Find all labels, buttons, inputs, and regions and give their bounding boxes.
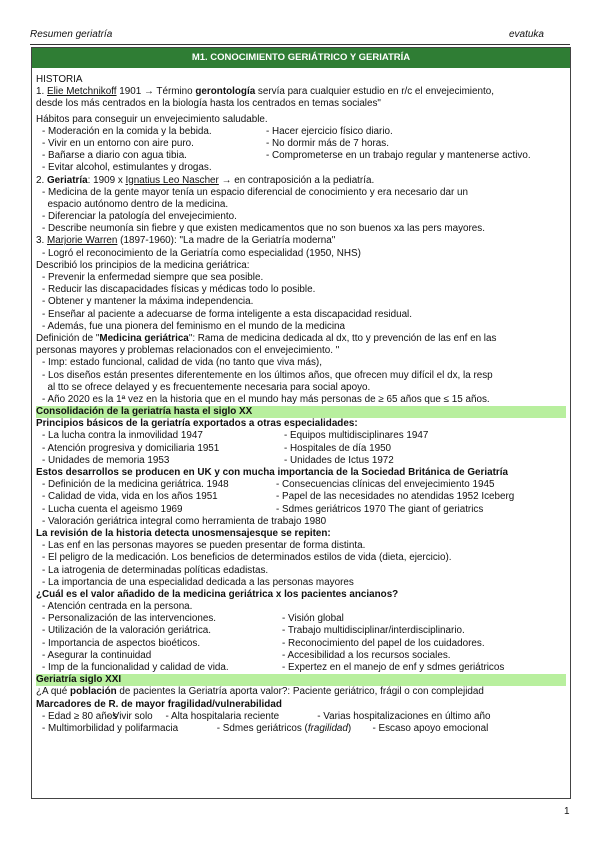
list-item: - Asegurar la continuidad: [42, 649, 152, 661]
marcador-text: - Sdmes geriátricos (: [216, 722, 308, 734]
list-item: - Logró el reconocimiento de la Geriatría como especialidad (1950, NHS): [42, 247, 361, 259]
p3-rest: (1897-1960): "La madre de la Geriatría moderna": [117, 235, 336, 247]
list-item: - La iatrogenia de determinadas políticas edadistas.: [42, 564, 269, 576]
list-item: - Personalización de las intervenciones.: [42, 613, 217, 625]
section-title: M1. CONOCIMIENTO GERIÁTRICO Y GERIATRÍA: [32, 48, 570, 68]
q-pre: ¿A qué: [36, 686, 71, 698]
p2-num: 2.: [36, 174, 45, 186]
historia-heading: HISTORIA: [36, 74, 83, 85]
p3-items: [36, 248, 566, 260]
marcador-item: - Escaso apoyo emocional: [372, 722, 489, 734]
def-line1: [36, 333, 566, 345]
content-body: [32, 68, 570, 735]
list-item: - La lucha contra la inmovilidad 1947: [42, 430, 203, 442]
siglo21-heading: Geriatría siglo XXI: [36, 674, 566, 686]
list-item: - Consecuencias clínicas del envejecimiento 1945: [276, 479, 495, 491]
revision-list: [36, 540, 566, 589]
def-term: Medicina geriátrica: [99, 332, 189, 344]
list-item: - Lucha cuenta el ageismo 1969: [42, 503, 183, 515]
list-row: [36, 625, 566, 637]
list-row: [36, 455, 566, 467]
list-row: [36, 638, 566, 650]
def-line2: personas mayores y problemas relacionados con el envejecimiento. ": [36, 345, 340, 357]
p2-line: [36, 175, 566, 187]
list-row: [36, 150, 566, 162]
p1-rest: servía para cualquier estudio en r/c el envejecimiento,: [255, 86, 494, 98]
list-item: espacio autónomo dentro de la medicina.: [42, 198, 229, 210]
list-row: [36, 613, 566, 625]
list-row: [36, 601, 566, 613]
valor-heading: ¿Cuál es el valor añadido de la medicina geriátrica x los pacientes ancianos?: [36, 588, 399, 600]
p1-name: Elie Metchnikoff: [47, 86, 117, 98]
list-item: - Medicina de la gente mayor tenía un espacio diferencial de conocimiento y era necesario dar un: [42, 186, 468, 198]
list-item: - Evitar alcohol, estimulantes y drogas.: [42, 162, 212, 174]
list-item: - Hospitales de día 1950: [284, 442, 392, 454]
marcador-item: - Varias hospitalizaciones en último año: [317, 710, 491, 722]
principios-basicos-list: [36, 430, 566, 467]
def-rest: ": Rama de medicina dedicada al dx, tto y prevención de las enf en las: [188, 332, 497, 344]
marcador-item: - Multimorbilidad y polifarmacia: [42, 722, 179, 734]
p1-num: 1.: [36, 86, 45, 98]
list-item: - Atención centrada en la persona.: [42, 601, 193, 613]
p1-term: gerontología: [195, 86, 256, 98]
list-item: - Imp de la funcionalidad y calidad de vida.: [42, 662, 229, 673]
consolidacion-heading: Consolidación de la geriatría hasta el siglo XX: [36, 406, 566, 418]
list-item: - Obtener y mantener la máxima independencia.: [42, 296, 254, 308]
def-items: [36, 357, 566, 406]
q-term: población: [70, 686, 117, 698]
list-item: - Hacer ejercicio físico diario.: [266, 125, 393, 137]
p1-year: 1901 → Término: [116, 86, 196, 98]
list-item: - Diferenciar la patología del envejecimiento.: [42, 211, 237, 223]
q-rest: de pacientes la Geriatría aporta valor?: Paciente geriátrico, frágil o con complejidad: [116, 686, 484, 698]
desarrollos-heading: Estos desarrollos se producen en UK y con mucha importancia de la Sociedad Británica de Geriatría: [36, 467, 508, 478]
p1-line2: desde los más centrados en la biología hasta los centrados en temas sociales": [36, 98, 381, 110]
list-item: - Valoración geriátrica integral como herramienta de trabajo 1980: [42, 515, 327, 527]
list-item: - Expertez en el manejo de enf y sdmes geriátricos: [282, 662, 505, 673]
list-item: - Unidades de Ictus 1972: [284, 454, 394, 466]
list-item: - Año 2020 es la 1ª vez en la historia que en el mundo hay más personas de ≥ 65 años que ≤ 15 años.: [42, 393, 490, 405]
p2-rest: → en contraposición a la pediatría.: [218, 174, 375, 186]
principios-intro: Describió los principios de la medicina geriátrica:: [36, 259, 250, 271]
list-item: - Las enf en las personas mayores se pueden presentar de forma distinta.: [42, 540, 366, 552]
list-item: - Visión global: [282, 613, 344, 625]
list-item: - Los diseños están presentes diferentemente en los últimos años, que ofrecen muy difícil el dx, la resp: [42, 369, 493, 381]
list-row: [36, 126, 566, 138]
list-item: - Unidades de memoria 1953: [42, 454, 170, 466]
page-number: 1: [564, 806, 570, 817]
marcadores-heading: Marcadores de R. de mayor fragilidad/vulnerabilidad: [36, 698, 282, 710]
p2-name: Ignatius Leo Nascher: [125, 174, 219, 186]
content-box: [31, 47, 571, 799]
header-right-text: evatuka: [508, 29, 544, 40]
list-item: - Importancia de aspectos bioéticos.: [42, 637, 201, 649]
list-item: - Reconocimiento del papel de los cuidadores.: [282, 637, 485, 649]
list-item: - Equipos multidisciplinares 1947: [284, 430, 429, 442]
marcador-text: ): [347, 722, 352, 734]
list-item: - Enseñar al paciente a adecuarse de forma inteligente a esta discapacidad residual.: [42, 308, 412, 320]
marcadores-row-1: [36, 711, 566, 723]
list-row: [36, 162, 566, 174]
list-item: - Definición de la medicina geriátrica. 1948: [42, 479, 229, 491]
list-row: [36, 443, 566, 455]
p1-line1: [36, 86, 566, 98]
list-row: [36, 650, 566, 662]
list-item: al tto se ofrece delayed y es frecuentemente necesaria para social apoyo.: [42, 381, 371, 393]
desarrollos-list: [36, 479, 566, 528]
marcador-item: [217, 723, 370, 735]
p3-num: 3.: [36, 235, 45, 247]
list-row: [36, 491, 566, 503]
list-row: [36, 516, 566, 528]
list-item: - Comprometerse en un trabajo regular y mantenerse activo.: [266, 150, 531, 162]
list-item: - Prevenir la enfermedad siempre que sea posible.: [42, 272, 264, 283]
p3-name: Marjorie Warren: [47, 235, 118, 247]
marcador-item: - Edad ≥ 80 años: [42, 710, 118, 722]
list-item: - Papel de las necesidades no atendidas 1952 Iceberg: [276, 491, 515, 503]
marcador-italic: fragilidad: [307, 722, 348, 734]
p2-term: Geriatría: [47, 174, 88, 186]
list-item: - Moderación en la comida y la bebida.: [42, 125, 212, 137]
principios-list: [36, 272, 566, 333]
list-item: - La importancia de una especialidad dedicada a las personas mayores: [42, 576, 354, 588]
list-item: - Describe neumonía sin fiebre y que existen medicamentos que no son buenos xa las pers mayores.: [42, 223, 485, 235]
list-item: - Reducir las discapacidades físicas y médicas todo lo posible.: [42, 284, 316, 296]
header-rule: [30, 44, 570, 45]
p3-line: [36, 235, 566, 247]
list-row: [36, 138, 566, 150]
principios-basicos-heading: Principios básicos de la geriatría exportados a otras especialidades:: [36, 418, 358, 430]
list-item: - El peligro de la medicación. Los beneficios de determinados estilos de vida (dieta, ejercicio).: [42, 552, 452, 564]
def-pre: Definición de ": [36, 332, 100, 344]
list-item: - Trabajo multidisciplinar/interdisciplinario.: [282, 625, 465, 637]
list-item: - Calidad de vida, vida en los años 1951: [42, 491, 218, 503]
list-item: - Bañarse a diario con agua tibia.: [42, 150, 187, 162]
habitos-list: [36, 126, 566, 175]
list-item: - Vivir en un entorno con aire puro.: [42, 137, 194, 149]
marcadores-row-2: [36, 723, 566, 735]
p2-mid: : 1909 x: [87, 174, 126, 186]
list-row: [36, 479, 566, 491]
marcador-item: - Vivir solo: [106, 710, 153, 722]
poblacion-line: [36, 686, 566, 698]
page-header: [30, 29, 570, 43]
list-item: - Sdmes geriátricos 1970 The giant of geriatrics: [276, 503, 484, 515]
revision-heading: La revisión de la historia detecta unosmensajesque se repiten:: [36, 527, 331, 539]
list-row: [36, 662, 566, 674]
list-item: - No dormir más de 7 horas.: [266, 137, 389, 149]
valor-list: [36, 601, 566, 674]
list-item: - Además, fue una pionera del feminismo en el mundo de la medicina: [42, 320, 346, 332]
list-item: - Utilización de la valoración geriátrica.: [42, 625, 212, 637]
list-item: - Imp: estado funcional, calidad de vida (no tanto que viva más),: [42, 357, 322, 369]
list-row: [36, 430, 566, 442]
header-left-text: Resumen geriatría: [30, 29, 113, 40]
list-item: - Atención progresiva y domiciliaria 1951: [42, 442, 220, 454]
p2-items: [36, 187, 566, 236]
habitos-intro: Hábitos para conseguir un envejecimiento saludable.: [36, 113, 268, 125]
list-item: - Accesibilidad a los recursos sociales.: [282, 649, 451, 661]
list-row: [36, 504, 566, 516]
marcador-item: - Alta hospitalaria reciente: [165, 710, 280, 722]
